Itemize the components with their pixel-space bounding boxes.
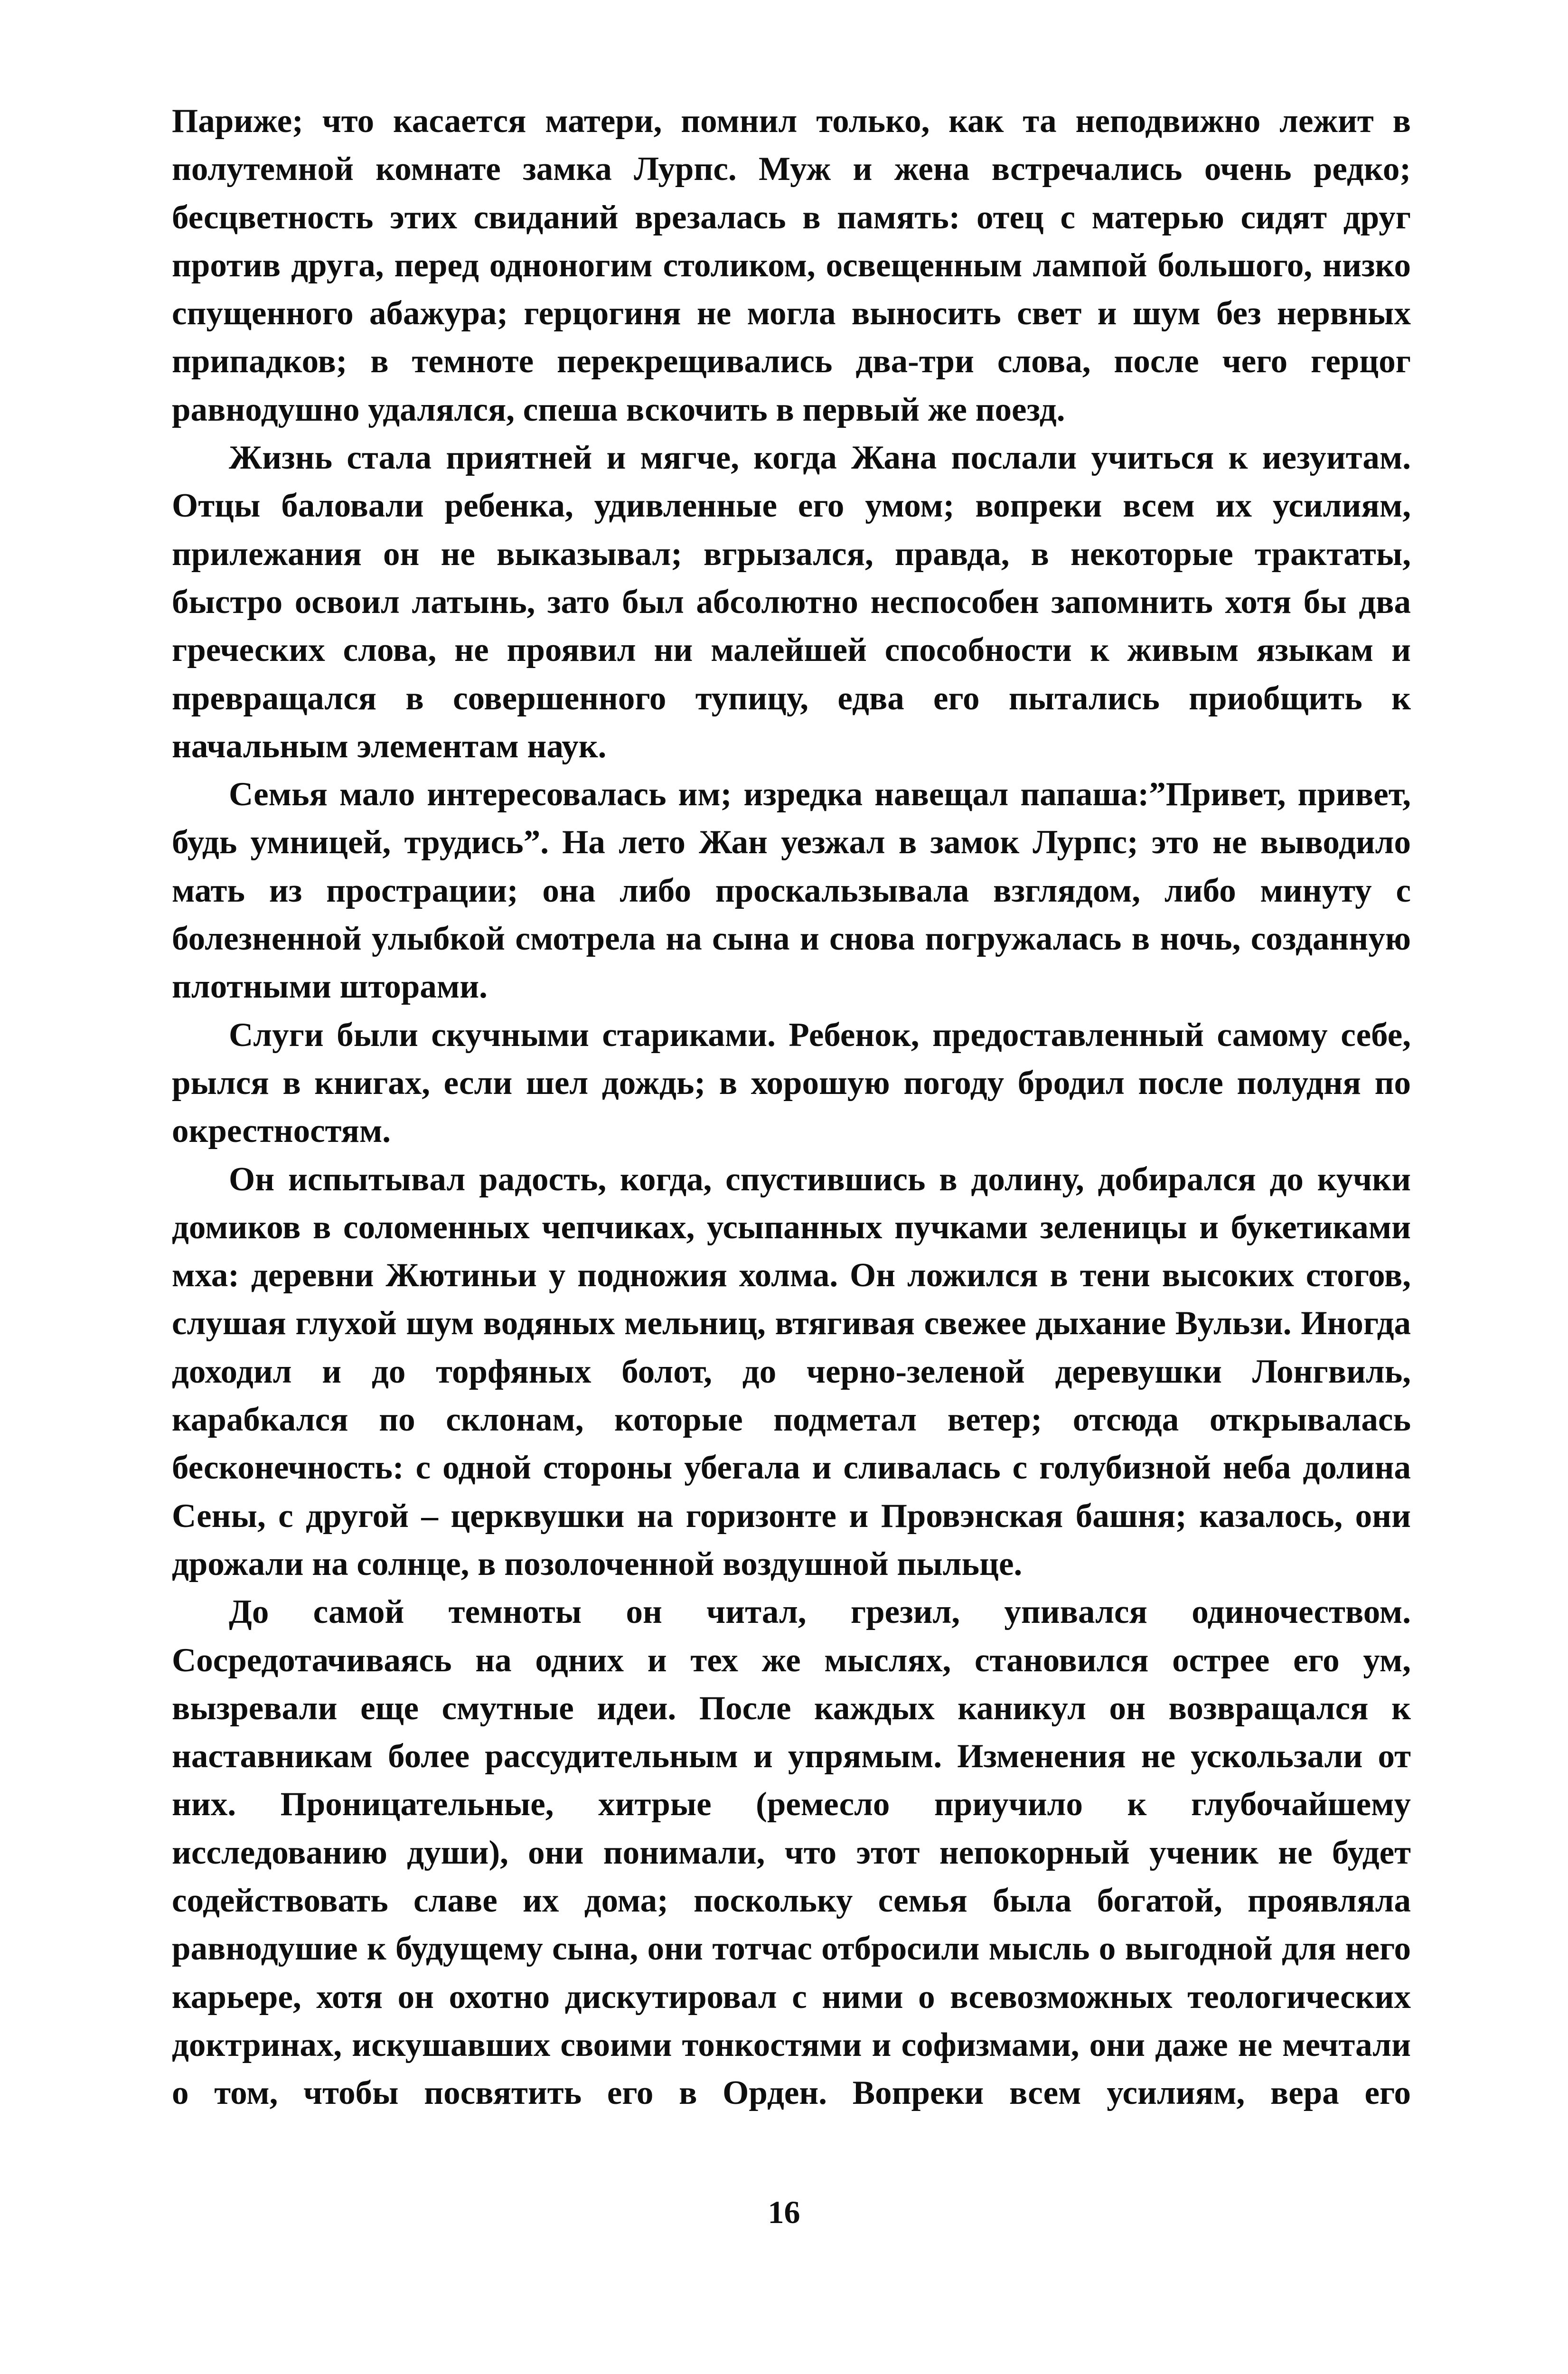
body-text xyxy=(172,97,1411,2117)
paragraph-5: Он испытывал радость, когда, спустившись в долину, добирался до кучки домиков в соломенных чепчиках, усыпанных пучками зеленицы и букетиками мха: деревни Жютиньи у подножия холма. Он ложился в тени высоких стогов, слушая глухой шум водяных мельниц, втягивая свежее дыхание Вульзи. Иногда доходил и до торфяных болот, до черно-зеленой деревушки Лонгвиль, карабкался по склонам, которые подметал ветер; отсюда открывалась бесконечность: с одной стороны убегала и сливалась с голубизной неба долина Сены, с другой – церквушки на горизонте и Провэнская башня; казалось, они дрожали на солнце, в позолоченной воздушной пыльце. xyxy=(172,1160,1411,1583)
paragraph-3: Семья мало интересовалась им; изредка навещал папаша:”Привет, привет, будь умницей, трудись”. На лето Жан уезжал в замок Лурпс; это не выводило мать из прострации; она либо проскальзывала взглядом, либо минуту с болезненной улыбкой смотрела на сына и снова погружалась в ночь, созданную плотными шторами. xyxy=(172,776,1411,1006)
page-number: 16 xyxy=(768,2194,800,2230)
paragraph-4: Слуги были скучными стариками. Ребенок, предоставленный самому себе, рылся в книгах, если шел дождь; в хорошую погоду бродил после полудня по окрестностям. xyxy=(172,1016,1411,1150)
paragraph-6: До самой темноты он читал, грезил, упивался одиночеством. Сосредотачиваясь на одних и тех же мыслях, становился острее его ум, вызревали еще смутные идеи. После каждых каникул он возвращался к наставникам более рассудительным и упрямым. Изменения не ускользали от них. Проницательные, хитрые (ремесло приучило к глубочайшему исследованию души), они понимали, что этот непокорный ученик не будет содействовать славе их дома; поскольку семья была богатой, проявляла равнодушие к будущему сына, они тотчас отбросили мысль о выгодной для него карьере, хотя он охотно дискутировал с ними о всевозможных теологических доктринах, искушавших своими тонкостями и софизмами, они даже не мечтали о том, чтобы посвятить его в Орден. Вопреки всем усилиям, вера его xyxy=(172,1593,1411,2112)
paragraph-2: Жизнь стала приятней и мягче, когда Жана послали учиться к иезуитам. Отцы баловали ребенка, удивленные его умом; вопреки всем их усилиям, прилежания он не выказывал; вгрызался, правда, в некоторые трактаты, быстро освоил латынь, зато был абсолютно неспособен запомнить хотя бы два греческих слова, не проявил ни малейшей способности к живым языкам и превращался в совершенного тупицу, едва его пытались приобщить к начальным элементам наук. xyxy=(172,439,1411,765)
paragraph-1: Париже; что касается матери, помнил только, как та неподвижно лежит в полутемной комнате замка Лурпс. Муж и жена встречались очень редко; бесцветность этих свиданий врезалась в память: отец с матерью сидят друг против друга, перед одноногим столиком, освещенным лампой большого, низко спущенного абажура; герцогиня не могла выносить свет и шум без нервных припадков; в темноте перекрещивались два-три слова, после чего герцог равнодушно удалялся, спеша вскочить в первый же поезд. xyxy=(172,103,1411,428)
